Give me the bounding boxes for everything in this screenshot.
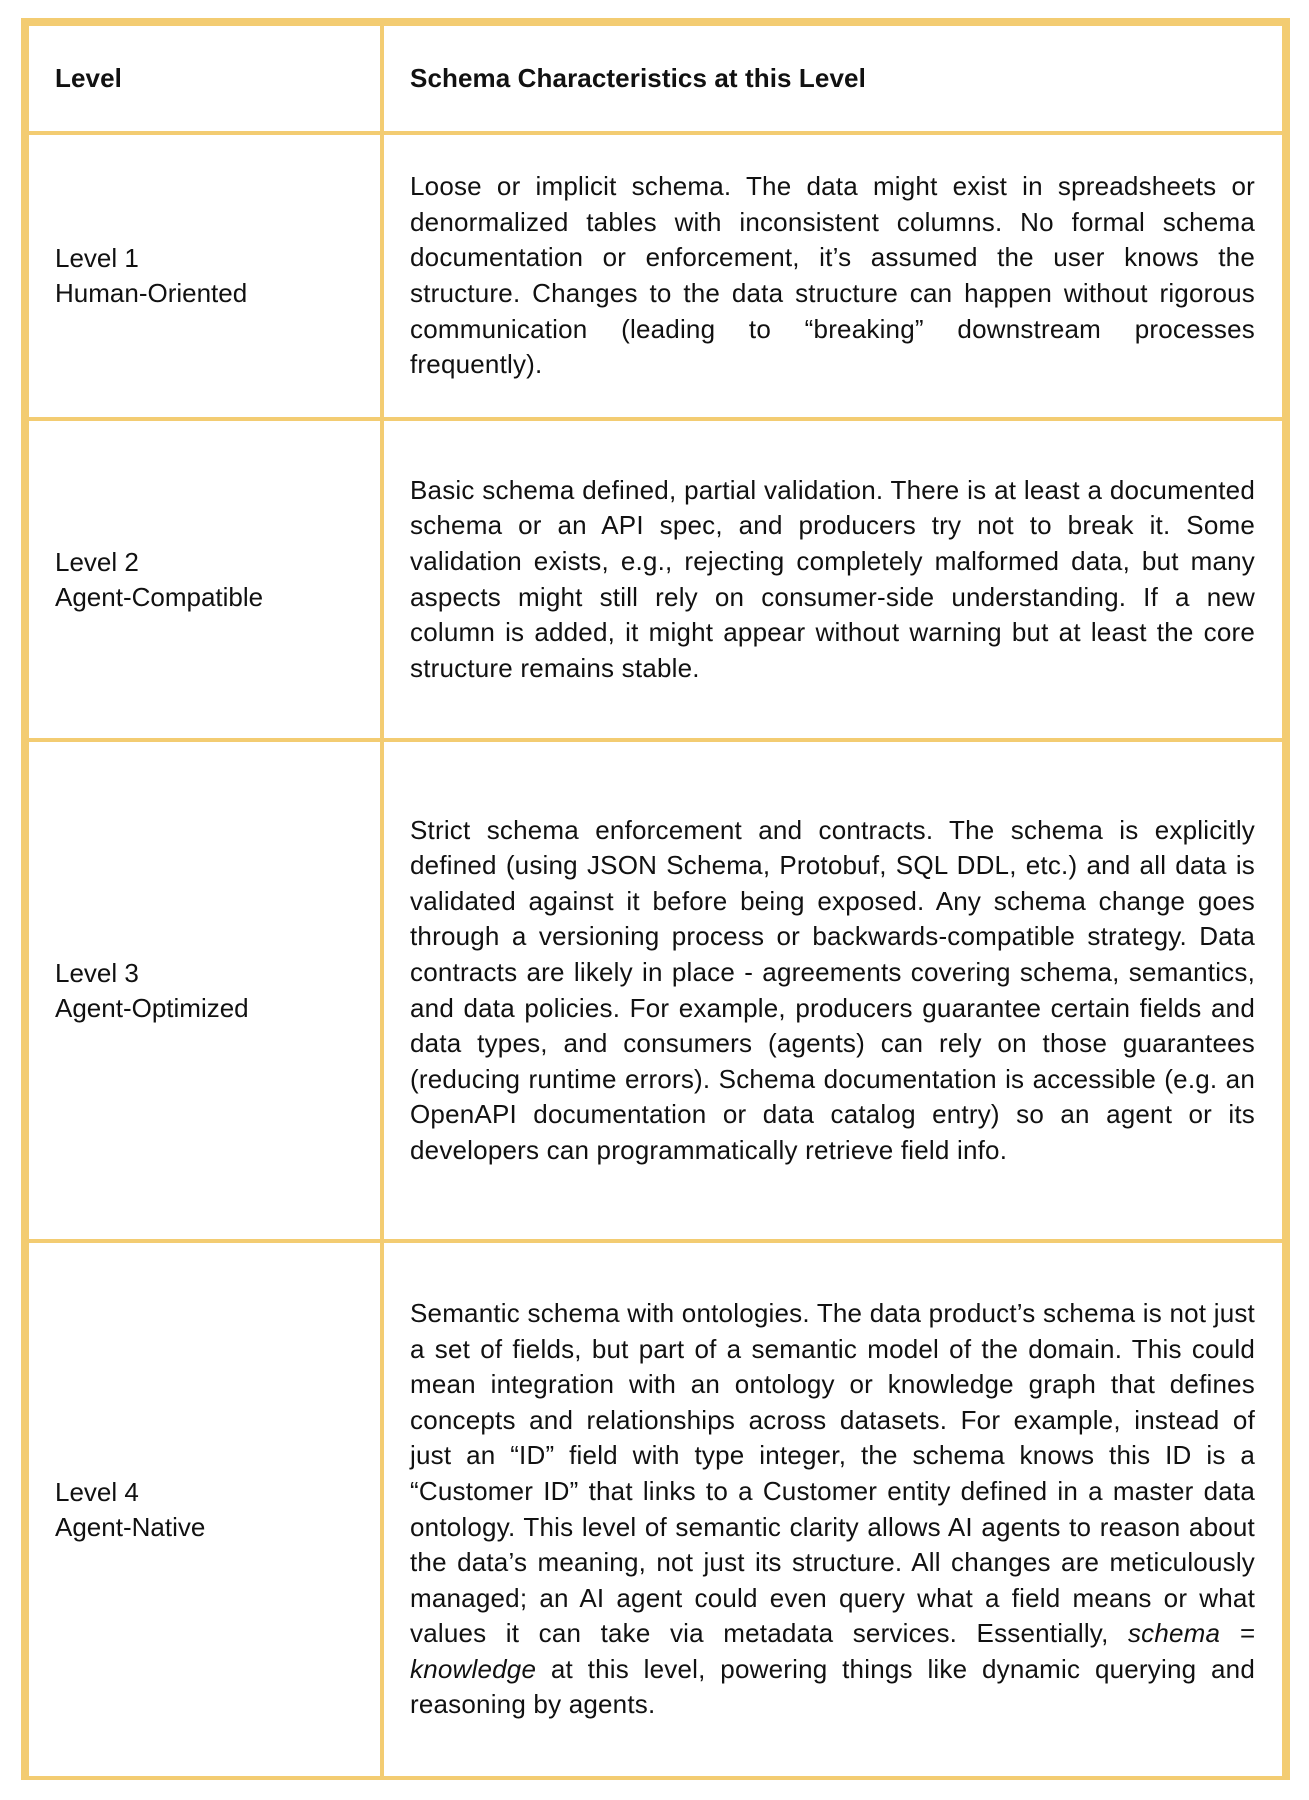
description-emphasis: schema = knowledge [410,1618,1256,1684]
level-cell [27,1241,382,1778]
table-row [27,133,1284,419]
level-cell [27,419,382,740]
level-cell [27,740,382,1241]
description-cell: Strict schema enforcement and contracts. The schema is explicitly defined (using JSON Schema, Protobuf, SQL DDL, etc.) and all data is validated against it before being exposed. Any schema change goes through a versioning process or backwards-compatible strategy. Data contracts are likely in place - agreements covering schema, semantics, and data policies. For example, producers guarantee certain fields and data types, and consumers (agents) can rely on those guarantees (reducing runtime errors). Schema documentation is accessible (e.g. an OpenAPI documentation or data catalog entry) so an agent or its developers can programmatically retrieve field info. [382,740,1284,1241]
table-header-row [27,24,1284,133]
table-row [27,740,1284,1241]
level-cell [27,133,382,419]
level-number: Level 1 [55,243,139,273]
schema-table [25,22,1286,1780]
table-row [27,419,1284,740]
header-level: Level [27,24,382,133]
description-text: Semantic schema with ontologies. The data product’s schema is not just a set of fields, but part of a semantic model of the domain. This could mean integration with an ontology or knowledge graph that defines concepts and relationships across datasets. For example, instead of just an “ID” field with type integer, the schema knows this ID is a “Customer ID” that links to a Customer entity defined in a master data ontology. This level of semantic clarity allows AI agents to reason about the data’s meaning, not just its structure. All changes are meticulously managed; an AI agent could even query what a field means or what values it can take via metadata services. Essentially, [410,1297,1255,1649]
description-cell: Basic schema defined, partial validation. There is at least a documented schema or an API spec, and producers try not to break it. Some validation exists, e.g., rejecting completely malformed data, but many aspects might still rely on consumer-side understanding. If a new column is added, it might appear without warning but at least the core structure remains stable. [382,419,1284,740]
schema-levels-table [21,18,1290,1780]
level-number: Level 4 [55,1476,139,1507]
level-name: Human-Oriented [55,278,248,308]
level-number: Level 2 [55,546,139,577]
table-row [27,1241,1284,1778]
header-characteristics: Schema Characteristics at this Level [382,24,1284,133]
level-name: Agent-Compatible [55,581,264,612]
description-cell: Loose or implicit schema. The data might exist in spreadsheets or denormalized tables with inconsistent columns. No formal schema documentation or enforcement, it’s assumed the user knows the structure. Changes to the data structure can happen without rigorous communication (leading to “breaking” downstream processes frequently). [382,133,1284,419]
level-name: Agent-Optimized [55,992,249,1023]
description-cell [382,1241,1284,1778]
description-text-end: at this level, powering things like dynamic querying and reasoning by agents. [410,1653,1255,1720]
level-name: Agent-Native [55,1511,206,1542]
level-number: Level 3 [55,957,139,988]
